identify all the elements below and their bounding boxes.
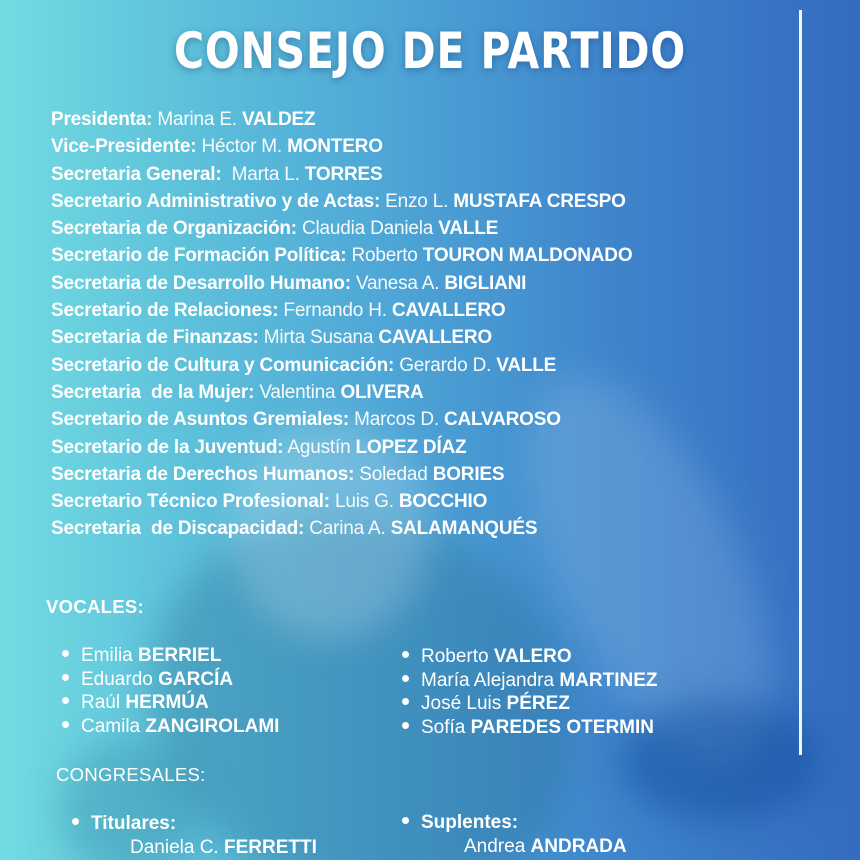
bullet-icon [62,697,69,704]
given-name: Eduardo [81,668,159,690]
officer-row [51,463,632,490]
suplentes-label-row [402,811,627,835]
surname: BERRIEL [138,645,222,666]
bullet-icon [402,651,409,658]
officer-given-name: Gerardo D. [394,354,497,376]
officer-surname: OLIVERA [340,381,424,403]
officer-row [51,217,632,244]
list-item [402,716,658,740]
officer-surname: MUSTAFA CRESPO [453,190,626,212]
officer-surname: VALLE [438,218,499,240]
officer-row [51,517,632,544]
surname: GARCÍA [158,668,234,690]
officer-given-name: Luis G. [329,491,399,513]
officer-role: Secretaria de Derechos Humanos: [51,463,355,485]
officer-role: Secretaria de Organización: [51,218,297,240]
officer-row [51,163,632,190]
officer-given-name: Claudia Daniela [296,218,439,240]
officers-list [51,108,632,545]
surname: PÉREZ [506,693,570,714]
officer-role: Secretaria de Finanzas: [51,327,259,349]
officer-row [51,326,632,353]
officer-given-name: Roberto [346,245,423,267]
officer-role: Secretaria de Discapacidad: [51,518,305,540]
officer-given-name: Valentina [254,381,341,403]
officer-row [51,190,632,217]
bullet-icon [402,675,409,682]
officer-row [51,244,632,271]
list-item [402,645,658,669]
officer-role: Secretario de Relaciones: [51,300,279,322]
given-name: Sofía [421,716,471,738]
officer-row [51,354,632,381]
given-name: Camila [81,715,146,737]
surname: MARTINEZ [559,669,658,691]
surname: ZANGIROLAMI [145,715,280,737]
officer-given-name: Agustín [283,436,356,458]
vocales-list-left [62,644,279,738]
officer-role: Secretaria de la Mujer: [51,381,255,403]
congresales-heading: CONGRESALES: [56,764,206,785]
given-name: José Luis [421,693,507,714]
officer-given-name: Vanesa A. [350,272,445,294]
officer-role: Vice-Presidente: [51,136,197,158]
officer-given-name: Soledad [354,463,433,485]
titular-name [72,836,317,860]
officer-row [51,408,632,435]
officer-role: Presidenta: [51,109,153,130]
officer-row [51,108,632,135]
officer-row [51,272,632,299]
surname: FERRETTI [224,837,317,858]
bullet-icon [62,674,69,681]
bullet-icon [62,650,69,657]
officer-given-name: Enzo L. [380,190,454,212]
list-item [62,644,279,668]
officer-surname: BORIES [432,463,505,485]
officer-role: Secretario Administrativo y de Actas: [51,190,381,212]
officer-row [51,381,632,408]
given-name: Raúl [81,692,126,713]
suplente-name [402,835,627,859]
bullet-icon [62,721,69,728]
officer-given-name: Héctor M. [196,136,288,158]
bullet-icon [402,722,409,729]
officer-given-name: Marcos D. [349,409,445,431]
vertical-divider [799,10,802,755]
surname: ANDRADA [530,836,627,857]
officer-given-name: Fernando H. [278,300,392,322]
officer-surname: VALDEZ [241,109,316,130]
surname: VALERO [493,646,572,667]
officer-surname: BIGLIANI [444,272,527,294]
suplentes-group [402,811,627,859]
officer-surname: BOCCHIO [398,491,488,513]
officer-given-name: Marina E. [152,109,242,130]
surname: HERMÚA [125,692,209,713]
titulares-group [72,812,317,860]
given-name: Emilia [81,645,139,666]
list-item [402,669,658,693]
officer-row [51,299,632,326]
vocales-heading: VOCALES: [46,596,144,617]
vocales-list-right [402,645,658,739]
officer-surname: MONTERO [287,136,383,158]
officer-surname: SALAMANQUÉS [390,518,538,540]
officer-role: Secretario Técnico Profesional: [51,491,330,513]
officer-surname: LOPEZ DÍAZ [355,436,467,458]
officer-role: Secretario de Formación Política: [51,245,347,267]
officer-surname: CALVAROSO [444,409,561,431]
officer-given-name: Marta L. [221,163,305,185]
officer-row [51,436,632,463]
list-item [62,691,279,715]
titulares-label: Titulares: [91,813,177,834]
officer-row [51,135,632,162]
officer-surname: TORRES [304,163,383,185]
officer-surname: TOURON MALDONADO [422,245,633,267]
page-title: CONSEJO DE PARTIDO [173,22,687,80]
given-name: Andrea [464,836,531,857]
given-name: Daniela C. [130,837,224,858]
given-name: María Alejandra [421,669,560,691]
officer-role: Secretario de Asuntos Gremiales: [51,409,350,431]
bullet-icon [402,698,409,705]
officer-surname: VALLE [496,354,557,376]
officer-surname: CAVALLERO [391,300,506,322]
officer-role: Secretaria General: [51,163,222,185]
officer-role: Secretaria de Desarrollo Humano: [51,272,351,294]
titulares-label-row [72,812,317,836]
suplentes-label: Suplentes: [421,812,519,833]
officer-role: Secretario de Cultura y Comunicación: [51,354,395,376]
officer-role: Secretario de la Juventud: [51,436,284,458]
bullet-icon [72,818,79,825]
officer-given-name: Mirta Susana [258,327,379,349]
officer-given-name: Carina A. [304,518,391,540]
list-item [62,668,279,692]
officer-surname: CAVALLERO [378,327,492,349]
officer-row [51,490,632,517]
surname: PAREDES OTERMIN [470,716,654,738]
list-item [402,692,658,716]
list-item [62,715,279,739]
bullet-icon [402,817,409,824]
given-name: Roberto [421,646,494,667]
